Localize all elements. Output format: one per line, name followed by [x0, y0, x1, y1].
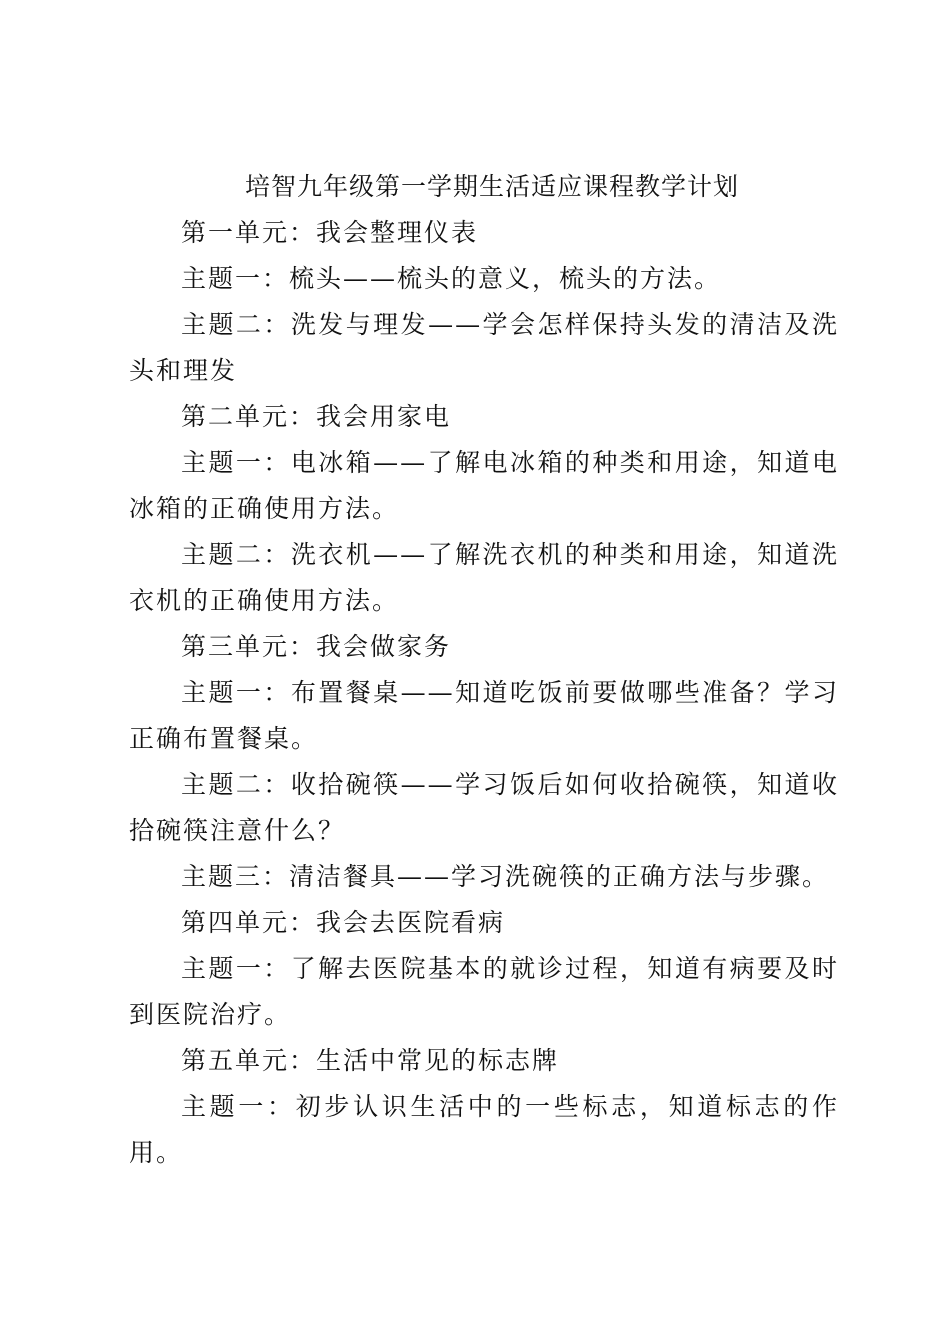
unit-3-topic-2: 主题二：收拾碗筷——学习饭后如何收拾碗筷，知道收拾碗筷注意什么？: [129, 770, 839, 845]
document-body: [129, 164, 839, 1176]
document-title: 培智九年级第一学期生活适应课程教学计划: [244, 172, 739, 201]
unit-3-heading: 第三单元：我会做家务: [181, 632, 452, 661]
unit-4-topic-1: 主题一：了解去医院基本的就诊过程，知道有病要及时到医院治疗。: [129, 954, 839, 1029]
unit-1-heading: 第一单元：我会整理仪表: [181, 218, 479, 247]
unit-3-topic-1: 主题一：布置餐桌——知道吃饭前要做哪些准备？学习正确布置餐桌。: [129, 678, 839, 753]
unit-5-heading: 第五单元：生活中常见的标志牌: [181, 1046, 560, 1075]
unit-1-topic-1: 主题一：梳头——梳头的意义，梳头的方法。: [181, 264, 722, 293]
unit-4-heading: 第四单元：我会去医院看病: [181, 908, 506, 937]
unit-3-topic-3: 主题三：清洁餐具——学习洗碗筷的正确方法与步骤。: [181, 862, 830, 891]
unit-5-topic-1: 主题一：初步认识生活中的一些标志，知道标志的作用。: [129, 1092, 839, 1167]
unit-2-topic-1: 主题一：电冰箱——了解电冰箱的种类和用途，知道电冰箱的正确使用方法。: [129, 448, 839, 523]
unit-1-topic-2: 主题二：洗发与理发——学会怎样保持头发的清洁及洗头和理发: [129, 310, 839, 385]
unit-2-heading: 第二单元：我会用家电: [181, 402, 452, 431]
unit-2-topic-2: 主题二：洗衣机——了解洗衣机的种类和用途，知道洗衣机的正确使用方法。: [129, 540, 839, 615]
